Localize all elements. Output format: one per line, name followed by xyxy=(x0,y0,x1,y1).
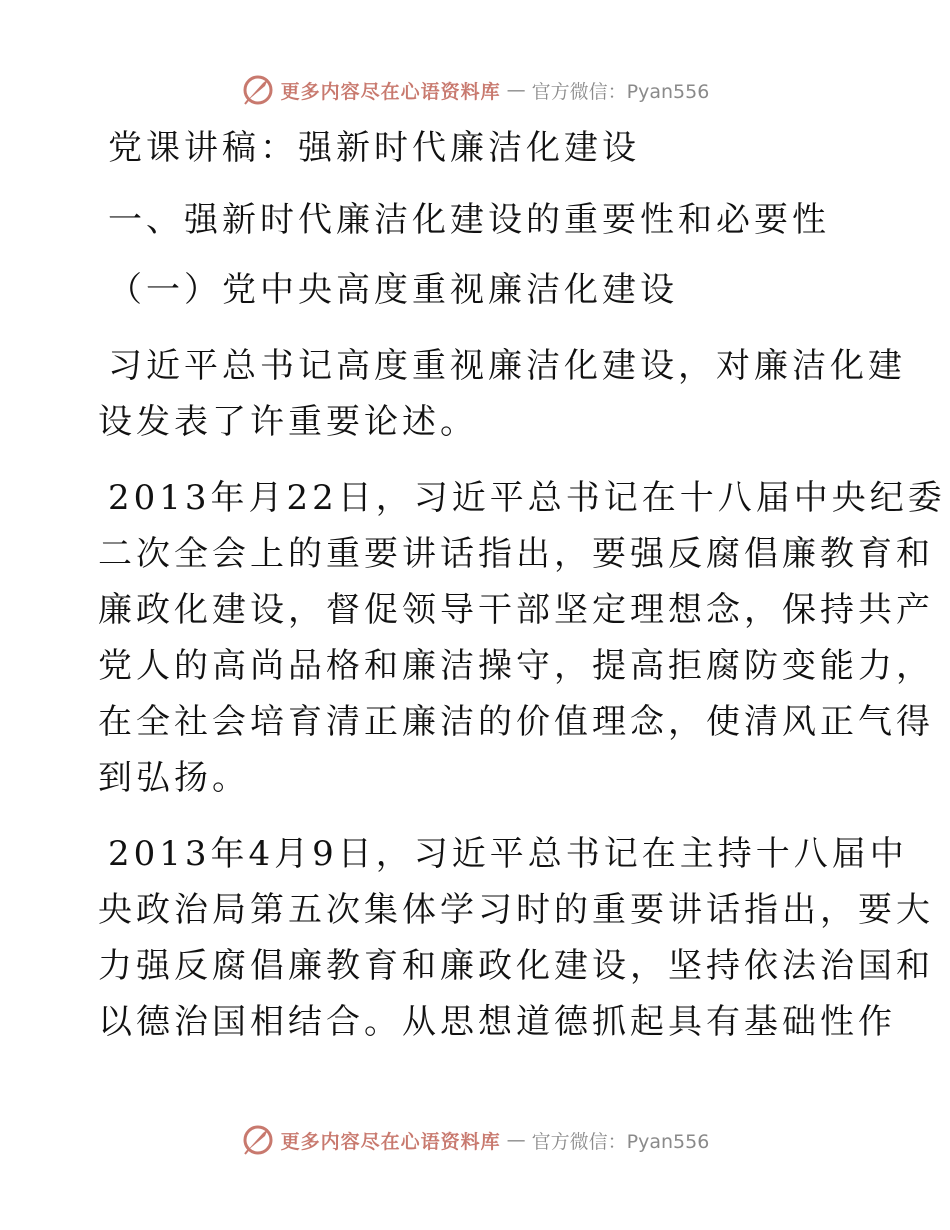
paragraph-line: 力强反腐倡廉教育和廉政化建设，坚持依法治国和 xyxy=(98,946,934,986)
section-heading: 一、强新时代廉洁化建设的重要性和必要性 xyxy=(108,200,830,240)
subsection-heading: （一）党中央高度重视廉洁化建设 xyxy=(108,270,678,310)
watermark-dash: — xyxy=(506,79,526,101)
document-body xyxy=(98,122,946,1070)
watermark-brand-text: 更多内容尽在心语资料库 xyxy=(280,80,501,103)
quill-logo-icon xyxy=(241,73,275,107)
paragraph-2 xyxy=(98,470,946,806)
watermark-banner-bottom xyxy=(0,1120,950,1160)
watermark-contact-text: 官方微信：Pyan556 xyxy=(531,80,710,103)
paragraph-line: 党人的高尚品格和廉洁操守，提高拒腐防变能力， xyxy=(98,646,934,686)
paragraph-line: 2013年4月9日，习近平总书记在主持十八届中 xyxy=(108,834,908,874)
paragraph-line: 2013年月22日，习近平总书记在十八届中央纪委 xyxy=(108,478,946,518)
paragraph-line: 央政治局第五次集体学习时的重要讲话指出，要大 xyxy=(98,890,934,930)
paragraph-line: 在全社会培育清正廉洁的价值理念，使清风正气得 xyxy=(98,702,934,742)
paragraph-line: 设发表了许重要论述。 xyxy=(98,402,478,442)
watermark-brand-text: 更多内容尽在心语资料库 xyxy=(280,1130,501,1153)
watermark-contact-text: 官方微信：Pyan556 xyxy=(531,1130,710,1153)
watermark-banner-top xyxy=(0,70,950,110)
paragraph-line: 以德治国相结合。从思想道德抓起具有基础性作 xyxy=(98,1002,896,1042)
watermark-dash: — xyxy=(506,1129,526,1151)
paragraph-1 xyxy=(98,338,906,450)
document-title: 党课讲稿：强新时代廉洁化建设 xyxy=(108,128,640,168)
paragraph-line: 二次全会上的重要讲话指出，要强反腐倡廉教育和 xyxy=(98,534,934,574)
paragraph-line: 到弘扬。 xyxy=(98,758,250,798)
paragraph-line: 习近平总书记高度重视廉洁化建设，对廉洁化建 xyxy=(108,346,906,386)
paragraph-3 xyxy=(98,826,934,1050)
quill-logo-icon xyxy=(241,1123,275,1157)
paragraph-line: 廉政化建设，督促领导干部坚定理想念，保持共产 xyxy=(98,590,934,630)
